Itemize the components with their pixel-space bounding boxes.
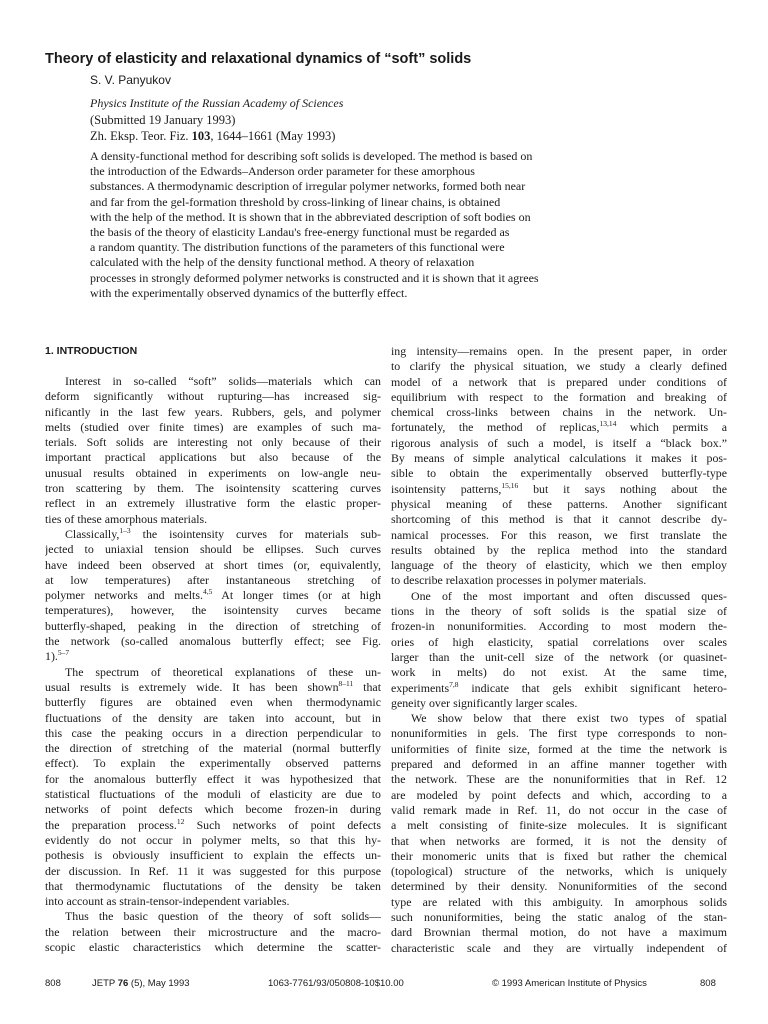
text-line: tron scattering by them. The isointensity scattering curves (45, 481, 381, 496)
text-line: unusual results obtained in experiments on low-angle neu- (45, 465, 381, 480)
left-column (45, 344, 381, 955)
text-line: the direction of stretching of the material (normal butterfly (45, 741, 381, 756)
text-line: 1).$^{5-7}$ (45, 649, 70, 664)
author-name: S. V. Panyukov (90, 73, 171, 87)
text-line: ties of these amorphous materials. (45, 511, 208, 526)
text-line: such nonuniformities, being the static analog of the stan- (391, 909, 727, 924)
text-line: type are related with this ambiguity. In amorphous solids (391, 894, 727, 909)
citation-superscript: 5–7 (57, 649, 70, 658)
text-line: butterfly-shaped, peaking in the direction of stretching of (45, 618, 381, 633)
text-line: namical processes. For this reason, we first translate the (391, 527, 727, 542)
abstract-line: processes in strongly deformed polymer networks is constructed and it is shown that it agrees (90, 270, 539, 285)
abstract-line: A density-functional method for describing soft solids is developed. The method is based on (90, 149, 533, 163)
text-line: statistical fluctuations of the moduli of elasticity are due to (45, 787, 381, 802)
text-line: chemical cross-links between chains in the network. Un- (391, 405, 727, 420)
text-line: usual results is extremely wide. It has been shown$^{8-11}$ that (45, 679, 381, 694)
text-line: melts (studied over finite times) are examples of such ma- (45, 419, 381, 434)
abstract-line: and far from the gel-formation threshold by cross-linking of linear chains, is obtained (90, 194, 501, 209)
text-line: scopic elastic characteristics which determine the scatter- (45, 939, 381, 954)
text-line: that thermodynamic fluctutations of the density be taken (45, 878, 381, 893)
text-line: tions in the theory of soft solids is the spatial size of (391, 604, 727, 619)
text-line: temperatures), however, the isointensity curves became (45, 603, 381, 618)
text-line: nonuniformities in gels. The first type corresponds to non- (391, 726, 727, 741)
left-column-body (45, 374, 381, 955)
text-line: fortunately, the method of replicas,$^{13,14}$ which permits a (391, 420, 727, 435)
text-line: dard Brownian thermal motion, do not have a maximum (391, 925, 727, 940)
citation-superscript: 15,16 (501, 481, 519, 490)
text-line: prepared and deformed in an affine manner together with (391, 757, 727, 772)
text-line: to describe relaxation processes in polymer materials. (391, 573, 647, 588)
text-line: fluctuations of the density are taken into account, but in (45, 710, 381, 725)
text-line: deform significantly without rupturing—has increased sig- (45, 389, 381, 404)
text-line: the relation between their microstructure and the macro- (45, 924, 381, 939)
abstract-line: calculated with the help of the density functional method. A theory of relaxation (90, 255, 475, 270)
text-line: der discussion. In Ref. 11 it was suggested for this purpose (45, 863, 381, 878)
text-line: The spectrum of theoretical explanations of these un- (65, 664, 381, 679)
journal-reference: Zh. Eksp. Teor. Fiz. 103, 1644–1661 (May 1993) (90, 129, 336, 143)
text-line: physical meaning of these patterns. Another significant (391, 496, 727, 511)
text-line: rigorous analysis of such a model, is itself a “black box.” (391, 435, 727, 450)
text-line: for the anomalous butterfly effect it was hypothesized that (45, 771, 381, 786)
text-line: geneity over significantly larger scales. (391, 695, 578, 710)
citation-superscript: 12 (176, 817, 185, 826)
text-line: results obtained by the replica method into the standard (391, 542, 727, 557)
right-column (391, 344, 727, 956)
text-line: the network. These are the nonuniformities that in Ref. 12 (391, 772, 727, 787)
text-line: experiments$^{7,8}$ indicate that gels exhibit significant hetero- (391, 680, 727, 695)
page-number-right: 808 (700, 978, 716, 989)
text-line: this case the peaking occurs in a direction perpendicular to (45, 725, 381, 740)
affiliation: Physics Institute of the Russian Academy of Sciences (90, 96, 344, 110)
citation-superscript: 4,5 (202, 588, 213, 597)
copyright-notice: © 1993 American Institute of Physics (492, 978, 647, 989)
text-line: (topological) structure of the networks, which is uniquely (391, 864, 727, 879)
text-line: networks of point defects which become frozen-in during (45, 802, 381, 817)
text-line: important practical applications but also because of the (45, 450, 381, 465)
abstract-line: the basis of the theory of elasticity Landau's free-energy functional must be regarded as (90, 225, 510, 240)
text-line: ories of high elasticity, spatial correlations over scales (391, 634, 727, 649)
page-number-left: 808 (45, 978, 61, 989)
text-line: language of the theory of elasticity, which we then employ (391, 558, 727, 573)
citation-superscript: 13,14 (599, 420, 617, 429)
abstract-line: the introduction of the Edwards–Anderson order parameter for these amorphous (90, 164, 475, 179)
text-line: evidently do not occur in polymer melts, so that this hy- (45, 832, 381, 847)
text-line: a melt consisting of finite-size molecules. It is significant (391, 818, 727, 833)
text-line: ing intensity—remains open. In the present paper, in order (391, 344, 727, 358)
article-code: 1063-7761/93/050808-10$10.00 (268, 978, 404, 989)
text-line: By means of simple analytical calculations it makes it pos- (391, 451, 727, 466)
text-line: into account as strain-tensor-independent variables. (45, 894, 290, 909)
text-line: isointensity patterns,$^{15,16}$ but it says nothing about the (391, 481, 727, 496)
text-line: Classically,$^{1-3}$ the isointensity curves for materials sub- (65, 526, 381, 541)
text-line: determined by their density. Nonuniformities of the second (391, 879, 727, 894)
journal-issue: JETP 76 (5), May 1993 (92, 978, 190, 989)
text-line: effect). To explain the experimentally observed patterns (45, 756, 381, 771)
text-line: characteristic scale and they are virtually independent of (391, 940, 727, 955)
text-line: larger than the unit-cell size of the network (or quasinet- (391, 649, 727, 664)
text-line: that when networks are formed, it is not the density of (391, 833, 727, 848)
text-line: We show below that there exist two types of spatial (411, 711, 727, 726)
text-line: terials. Soft solids are interesting not only because of their (45, 435, 381, 450)
submission-date: (Submitted 19 January 1993) (90, 113, 236, 127)
text-line: sible to obtain the experimentally observed butterfly-type (391, 466, 727, 481)
text-line: frozen-in nonuniformities. According to most modern the- (391, 619, 727, 634)
section-heading: 1. INTRODUCTION (45, 345, 138, 357)
text-line: One of the most important and often discussed ques- (411, 588, 727, 603)
text-line: work in melts) do not exist. At the same time, (391, 665, 727, 680)
text-line: uniformities of finite size, formed at the time the network is (391, 741, 727, 756)
text-line: valid remark made in Ref. 11, do not occur in the case of (391, 802, 727, 817)
text-line: their monomeric units that is fixed but rather the chemical (391, 848, 727, 863)
text-line: butterfly figures are obtained even when thermodynamic (45, 695, 381, 710)
abstract-line: a random quantity. The distribution functions of the parameters of this functional were (90, 240, 505, 255)
text-line: Interest in so-called “soft” solids—materials which can (65, 374, 381, 388)
paper-title: Theory of elasticity and relaxational dynamics of “soft” solids (45, 51, 472, 67)
abstract-line: with the help of the method. It is shown that in the abbreviated description of soft bodies on (90, 209, 531, 224)
text-line: shortcoming of this method is that it cannot describe dy- (391, 512, 727, 527)
text-line: have indeed been observed at short times (or, equivalently, (45, 557, 381, 572)
text-line: reflect in an extremely illustrative form the elastic proper- (45, 496, 381, 511)
text-line: are modeled by point defects and which, according to a (391, 787, 727, 802)
citation-superscript: 7,8 (449, 680, 459, 689)
text-line: the network (so-called anomalous butterfly effect; see Fig. (45, 634, 381, 649)
abstract-line: substances. A thermodynamic description of irregular polymer networks, formed both near (90, 179, 526, 194)
text-line: pothesis is obviously insufficient to explain the effects un- (45, 848, 381, 863)
abstract (90, 149, 630, 301)
citation-superscript: 8–11 (338, 679, 354, 688)
text-line: to clarify the physical situation, we study a clearly defined (391, 359, 727, 374)
text-line: polymer networks and melts.$^{4,5}$ At longer times (or at high (45, 588, 381, 603)
page-footer (0, 977, 768, 991)
text-line: nificantly in the last few years. Rubbers, gels, and polymer (45, 404, 381, 419)
text-line: jected to uniaxial tension should be ellipses. Such curves (45, 542, 381, 557)
text-line: Thus the basic question of the theory of soft solids— (65, 909, 381, 924)
citation-superscript: 1–3 (119, 526, 131, 535)
text-line: model of a network that is prepared under conditions of (391, 374, 727, 389)
text-line: at low temperatures) after instantaneous stretching of (45, 572, 381, 587)
text-line: the preparation process.$^{12}$ Such networks of point defects (45, 817, 381, 832)
text-line: equilibrium with respect to the formation and breaking of (391, 389, 727, 404)
abstract-line: with the experimentally observed dynamics of the butterfly effect. (90, 285, 408, 300)
right-column-body (391, 344, 727, 956)
